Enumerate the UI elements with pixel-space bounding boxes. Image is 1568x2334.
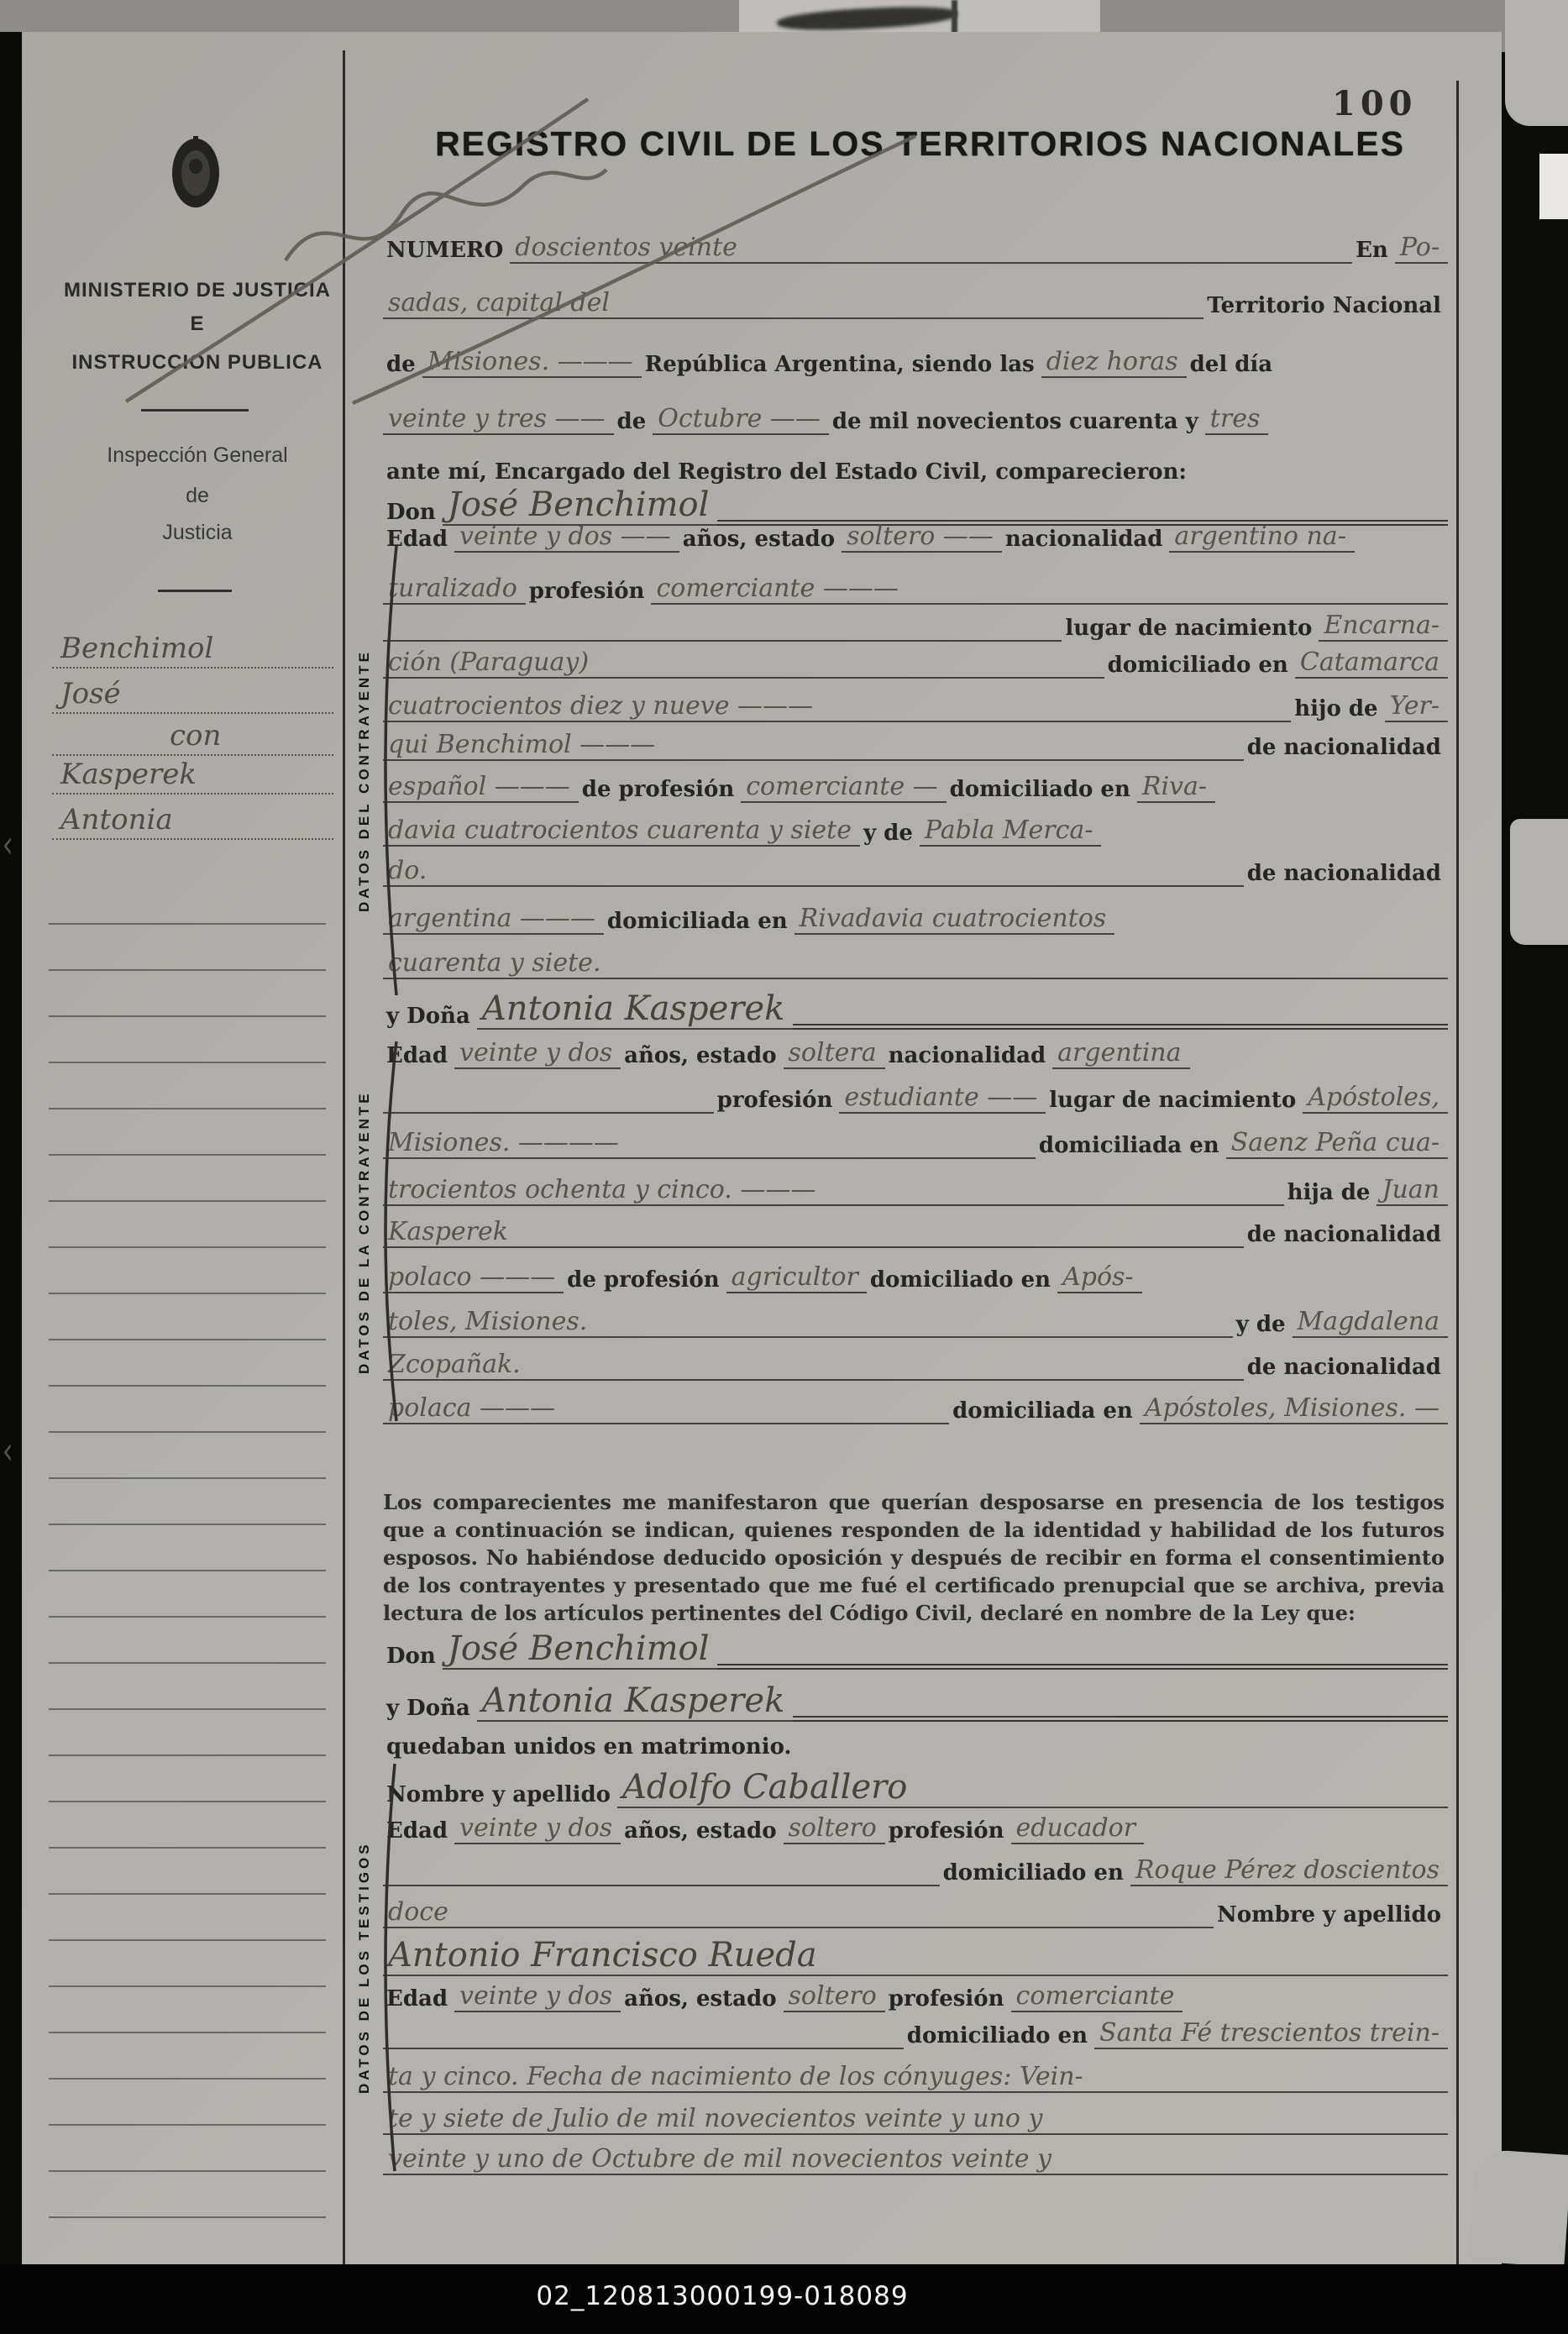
printed-label: domiciliado en [869, 1267, 1051, 1293]
pencil-check-mark-1: ‹ [2, 821, 13, 867]
form-line-dona-1 [383, 981, 1448, 1030]
blank-rule [435, 847, 1243, 887]
blank-rule [663, 721, 1244, 761]
form-line-el-profesion [383, 566, 1448, 605]
form-line-nota-3 [383, 2137, 1448, 2175]
printed-label: de nacionalidad [1246, 861, 1441, 886]
form-line-posadas [383, 281, 1448, 319]
form-line-numero [383, 225, 1448, 264]
printed-label: años, estado [624, 1818, 777, 1844]
handwritten-entry: ta y cinco. Fecha de nacimiento de los cónyuges: Vein- [383, 2062, 1092, 2093]
printed-label: domiciliada en [1038, 1133, 1219, 1158]
handwritten-entry: argentina [1052, 1038, 1189, 1069]
handwritten-entry: qui Benchimol ——— [383, 730, 663, 761]
form-line-el-madre-4 [383, 941, 1448, 979]
form-line-el-nacimiento [383, 603, 1448, 642]
printed-label: de mil novecientos cuarenta y [831, 409, 1198, 434]
handwritten-entry: Juan [1377, 1175, 1448, 1206]
handwritten-entry: turalizado [383, 574, 526, 605]
blank-rule [824, 1166, 1283, 1206]
case-note-surname-2: Kasperek [52, 758, 333, 795]
handwritten-entry: diez horas [1041, 347, 1187, 378]
printed-label: profesión [528, 579, 645, 604]
form-line-testigo-2-edad [383, 1974, 1448, 2012]
handwritten-entry: cuatrocientos diez y nueve ——— [383, 691, 821, 722]
paper-fragment-right-sliver [1539, 154, 1568, 219]
form-line-la-madre [383, 1299, 1448, 1338]
handwritten-entry: Santa Fé trescientos trein- [1094, 2018, 1448, 2049]
blank-rule [618, 279, 1204, 319]
section-label-contrayente-el: DATOS DEL CONTRAYENTE [356, 649, 372, 913]
handwritten-entry: veinte y tres —— [383, 404, 614, 435]
blank-rule [383, 1073, 714, 1114]
printed-label: domiciliada en [606, 909, 788, 934]
printed-label: profesión [716, 1088, 833, 1113]
form-line-el-domicilio [383, 640, 1448, 679]
printed-label: Nombre y apellido [1217, 1902, 1441, 1928]
handwritten-entry: Rivadavia cuatrocientos [794, 904, 1115, 935]
blank-rule [826, 1926, 1448, 1976]
case-note-con: con [52, 719, 333, 756]
page-number: 100 [1332, 84, 1418, 123]
handwritten-entry: Catamarca [1295, 648, 1448, 679]
handwritten-entry: Antonio Francisco Rueda [383, 1936, 826, 1976]
printed-label: del día [1189, 352, 1273, 377]
blank-rule [564, 1384, 949, 1424]
printed-label: profesión [888, 1818, 1004, 1844]
handwritten-entry: Apóstoles, Misiones. — [1140, 1393, 1448, 1424]
handwritten-entry: José Benchimol [443, 485, 718, 526]
handwritten-entry: Adolfo Caballero [617, 1768, 915, 1808]
handwritten-entry: Antonia Kasperek [477, 1681, 794, 1722]
printed-label: y Doña [386, 1696, 470, 1721]
printed-label: domiciliado en [942, 1860, 1124, 1886]
form-line-testigo-2-domicilio [383, 2011, 1448, 2049]
handwritten-entry: soltera [784, 1038, 885, 1069]
handwritten-entry: doce [383, 1897, 457, 1928]
printed-label: de nacionalidad [1246, 1222, 1441, 1247]
scan-shadow-left [0, 32, 22, 2334]
printed-label: NUMERO [386, 238, 504, 263]
handwritten-entry: Riva- [1137, 772, 1215, 803]
printed-label: domiciliado en [1107, 653, 1288, 678]
handwritten-entry: Kasperek [383, 1217, 517, 1248]
printed-label: quedaban unidos en matrimonio. [386, 1734, 792, 1760]
blank-rule [907, 564, 1448, 605]
ministry-line-2: E [190, 312, 205, 335]
blank-rule [383, 1846, 940, 1886]
handwritten-entry: Antonia Kasperek [477, 989, 794, 1030]
handwritten-entry: agricultor [726, 1262, 867, 1293]
handwritten-entry: José Benchimol [443, 1629, 718, 1670]
handwritten-entry: sadas, capital del [383, 288, 618, 319]
handwritten-entry: Pabla Merca- [920, 816, 1102, 847]
blank-rule [1092, 2053, 1448, 2093]
handwritten-entry: veinte y dos —— [454, 522, 679, 553]
handwritten-entry: veinte y dos [454, 1981, 621, 2012]
blank-rule [1060, 2135, 1448, 2175]
section-label-contrayente-la: DATOS DE LA CONTRAYENTE [356, 1090, 372, 1375]
handwritten-entry: Saenz Peña cua- [1226, 1128, 1448, 1159]
printed-label: Don [386, 1644, 436, 1669]
margin-divider-rule [343, 50, 345, 2264]
pencil-check-mark-2: ‹ [2, 1428, 13, 1473]
form-line-territorio [383, 339, 1448, 378]
blank-rule [1051, 2095, 1448, 2135]
form-line-la-profesion [383, 1075, 1448, 1114]
form-line-la-edad [383, 1031, 1448, 1069]
paper-fragment-right-top [1505, 0, 1568, 126]
case-note-name-2: Antonia [52, 803, 333, 840]
printed-label: de nacionalidad [1246, 1355, 1441, 1380]
page-edge-rule [1456, 81, 1459, 2264]
page-title: REGISTRO CIVIL DE LOS TERRITORIOS NACIONALES [435, 124, 1405, 163]
coat-of-arms [170, 134, 222, 214]
printed-label: En [1356, 238, 1388, 263]
handwritten-entry: polaca ——— [383, 1393, 564, 1424]
printed-label: nacionalidad [888, 1043, 1046, 1068]
form-line-la-madre-3 [383, 1386, 1448, 1424]
blank-rule [529, 1340, 1244, 1381]
archive-stamp-code: 02_120813000199-018089 [536, 2281, 909, 2311]
notary-paragraph: Los comparecientes me manifestaron que querían desposarse en presencia de los testigos que a continuación se indican, quienes responden de la identidad y habilidad de los futuros esposos. No habiéndose deducido oposición y después de recibir en forma el consentimiento de los contrayentes y presentado que me fué el certificado prenupcial que se archiva, previa lectura de los artículos pertinentes del Código Civil, declaré en nombre de la Ley que: [383, 1490, 1445, 1625]
form-line-el-madre-3 [383, 896, 1448, 935]
printed-label: hijo de [1294, 696, 1378, 721]
handwritten-entry: Po- [1395, 233, 1448, 264]
handwritten-entry: Yer- [1385, 691, 1448, 722]
form-line-la-domicilio [383, 1120, 1448, 1159]
form-line-la-padre [383, 1209, 1448, 1248]
printed-label: Edad [386, 1043, 448, 1068]
handwritten-entry: argentino na- [1169, 522, 1354, 553]
handwritten-entry: soltero —— [842, 522, 1002, 553]
handwritten-entry: estudiante —— [839, 1083, 1046, 1114]
margin-rule-2 [158, 590, 232, 592]
case-note-name-1: José [52, 677, 333, 714]
handwritten-entry: comerciante [1011, 1981, 1183, 2012]
printed-label: y Doña [386, 1004, 470, 1029]
case-note-surname-1: Benchimol [52, 632, 333, 669]
printed-label: profesión [888, 1986, 1004, 2011]
form-line-testigo-1-edad [383, 1806, 1448, 1844]
office-line-1: Inspección General [107, 443, 288, 467]
handwritten-entry: Roque Pérez doscientos [1130, 1855, 1448, 1886]
handwritten-entry: educador [1011, 1813, 1145, 1844]
form-line-la-domicilio-2 [383, 1167, 1448, 1206]
printed-label: Territorio Nacional [1207, 293, 1441, 318]
form-line-testigo-1-domicilio [383, 1848, 1448, 1886]
double-rule [793, 975, 1448, 1030]
form-line-la-padre-2 [383, 1255, 1448, 1293]
blank-rule [746, 223, 1352, 264]
form-body [383, 0, 1448, 2334]
printed-label: hija de [1287, 1180, 1371, 1205]
form-line-el-domicilio-2 [383, 684, 1448, 722]
form-line-la-madre-2 [383, 1342, 1448, 1381]
form-line-don-2 [383, 1621, 1448, 1670]
handwritten-entry: Misiones. ——— [422, 347, 642, 378]
handwritten-entry: español ——— [383, 772, 579, 803]
ministry-line-3: INSTRUCCION PUBLICA [71, 351, 323, 374]
handwritten-entry: davia cuatrocientos cuarenta y siete [383, 816, 860, 847]
form-line-fecha [383, 396, 1448, 435]
printed-label: años, estado [624, 1986, 777, 2011]
handwritten-entry: soltero [784, 1813, 885, 1844]
blank-rule [383, 2009, 904, 2049]
handwritten-entry: veinte y dos [454, 1813, 621, 1844]
blank-rule [597, 638, 1104, 679]
printed-label: años, estado [624, 1043, 777, 1068]
printed-label: de [386, 352, 416, 377]
handwritten-entry: doscientos veinte [510, 233, 746, 264]
printed-label: Don [386, 500, 436, 525]
handwritten-entry: polaco ——— [383, 1262, 564, 1293]
printed-label: domiciliado en [949, 777, 1130, 802]
handwritten-entry: te y siete de Julio de mil novecientos veinte y uno y [383, 2104, 1051, 2135]
form-line-dona-2 [383, 1673, 1448, 1722]
handwritten-entry: Apóstoles, [1303, 1083, 1448, 1114]
blank-rule [383, 601, 1062, 642]
printed-label: y de [863, 821, 913, 846]
form-line-testigo-2-nombre [383, 1928, 1448, 1976]
handwritten-entry: Magdalena [1293, 1307, 1448, 1338]
handwritten-entry: Encarna- [1319, 611, 1448, 642]
margin-rule-1 [141, 409, 249, 412]
handwritten-entry: Zcopañak. [383, 1350, 529, 1381]
printed-label: domiciliada en [952, 1398, 1133, 1424]
form-line-quedaban [383, 1722, 1448, 1760]
blank-rule [457, 1888, 1214, 1928]
handwritten-entry: do. [383, 856, 435, 887]
blank-rule [609, 939, 1448, 979]
handwritten-entry: cuarenta y siete. [383, 948, 609, 979]
printed-label: República Argentina, siendo las [644, 352, 1035, 377]
printed-label: de nacionalidad [1246, 735, 1441, 760]
paper-fragment-right-bottom [1467, 2148, 1568, 2268]
printed-label: Edad [386, 527, 448, 552]
handwritten-entry: comerciante ——— [651, 574, 906, 605]
form-line-nota-2 [383, 2096, 1448, 2135]
paper-fragment-right-mid [1510, 819, 1568, 945]
handwritten-entry: Misiones. ———— [383, 1128, 627, 1159]
handwritten-entry: veinte y uno de Octubre de mil novecientos veinte y [383, 2144, 1060, 2175]
handwritten-entry: ción (Paraguay) [383, 648, 597, 679]
blank-rule [595, 1298, 1232, 1338]
handwritten-entry: toles, Misiones. [383, 1307, 595, 1338]
blank-rule [627, 1119, 1036, 1159]
printed-label: Edad [386, 1986, 448, 2011]
printed-label: lugar de nacimiento [1049, 1088, 1297, 1113]
handwritten-entry: comerciante — [741, 772, 946, 803]
handwritten-entry: veinte y dos [454, 1038, 621, 1069]
form-line-el-madre-2 [383, 848, 1448, 887]
form-line-el-padre [383, 722, 1448, 761]
handwritten-entry: tres [1205, 404, 1269, 435]
form-line-testigo-1-nombre [383, 1760, 1448, 1808]
handwritten-entry: Octubre —— [653, 404, 829, 435]
blank-rule [915, 1758, 1448, 1808]
handwritten-entry: Após- [1057, 1262, 1141, 1293]
office-line-3: Justicia [162, 521, 233, 544]
section-label-testigos: DATOS DE LOS TESTIGOS [356, 1841, 372, 2094]
form-line-el-edad [383, 514, 1448, 553]
handwritten-entry: soltero [784, 1981, 885, 2012]
printed-label: Edad [386, 1818, 448, 1844]
printed-label: domiciliado en [906, 2023, 1088, 2048]
printed-label: lugar de nacimiento [1065, 616, 1313, 641]
printed-label: de profesión [567, 1267, 720, 1293]
double-rule [793, 1667, 1448, 1722]
printed-label: nacionalidad [1004, 527, 1163, 552]
printed-label: de profesión [581, 777, 735, 802]
blank-rule [517, 1208, 1244, 1248]
form-line-el-padre-2 [383, 764, 1448, 803]
printed-label: de [616, 409, 647, 434]
handwritten-entry: trocientos ochenta y cinco. ——— [383, 1175, 824, 1206]
ministry-line-1: MINISTERIO DE JUSTICIA [63, 279, 332, 302]
printed-label: y de [1235, 1312, 1286, 1337]
form-line-el-madre [383, 808, 1448, 847]
form-line-nota-1 [383, 2054, 1448, 2093]
blank-rule [821, 682, 1291, 722]
printed-label: años, estado [682, 527, 836, 552]
printed-label: ante mí, Encargado del Registro del Estado Civil, comparecieron: [386, 459, 1187, 485]
printed-label: Nombre y apellido [386, 1782, 611, 1807]
margin-ruled-lines [49, 879, 326, 2256]
handwritten-entry: argentina ——— [383, 904, 604, 935]
form-line-testigo-1-domicilio-2 [383, 1890, 1448, 1928]
office-line-2: de [186, 484, 209, 507]
